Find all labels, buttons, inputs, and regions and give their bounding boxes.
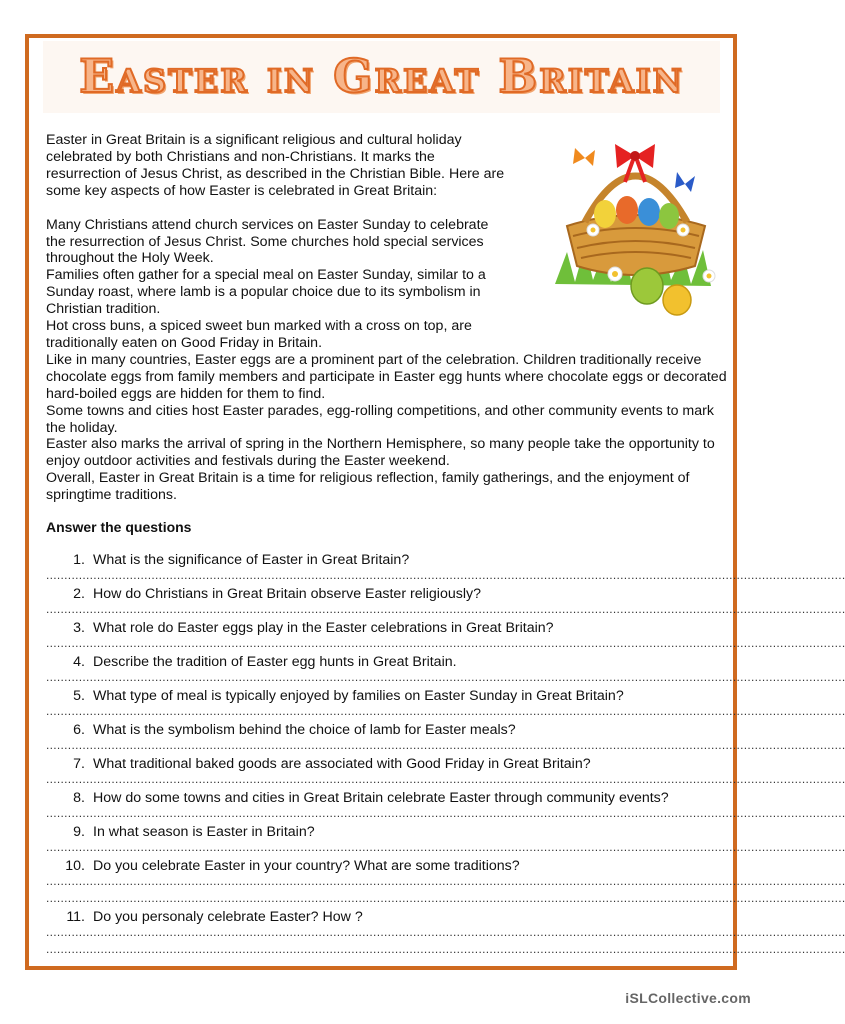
paragraph-church: Many Christians attend church services on Easter Sunday to celebrate the resurrection of Jesus Christ. Some churches hold special services throughout the Holy Week. <box>46 216 489 267</box>
paragraph-easter-eggs: Like in many countries, Easter eggs are a prominent part of the celebration. Children traditionally receive chocolate eggs from family members and participate in Easter egg hunts where chocolate eggs or decorated hard-boiled eggs are hidden for them to find. <box>46 351 727 402</box>
question-number: 4. <box>73 654 85 670</box>
question-item <box>46 756 845 790</box>
paragraph-meal: Families often gather for a special meal on Easter Sunday, similar to a Sunday roast, where lamb is a popular choice due to its symbolism in Christian tradition. <box>46 267 486 318</box>
question-number: 1. <box>73 552 85 568</box>
site-watermark: iSLCollective.com <box>625 990 751 1006</box>
question-number: 6. <box>73 722 85 738</box>
paragraph-overall: Overall, Easter in Great Britain is a time for religious reflection, family gatherings, and the enjoyment of springtime traditions. <box>46 470 690 504</box>
answer-line[interactable]: ............................................................................................................................................................................................................................ <box>46 874 845 888</box>
question-item <box>46 654 845 688</box>
question-number: 8. <box>73 790 85 806</box>
answer-line[interactable]: ............................................................................................................................................................................................................................ <box>46 636 845 650</box>
question-text: How do some towns and cities in Great Britain celebrate Easter through community events? <box>93 790 669 806</box>
answer-line[interactable]: ............................................................................................................................................................................................................................ <box>46 942 845 956</box>
question-item <box>46 858 845 909</box>
question-text: What is the significance of Easter in Great Britain? <box>93 552 410 568</box>
answer-line[interactable]: ............................................................................................................................................................................................................................ <box>46 670 845 684</box>
question-text: Describe the tradition of Easter egg hunts in Great Britain. <box>93 654 457 670</box>
question-text: What type of meal is typically enjoyed by families on Easter Sunday in Great Britain? <box>93 688 624 704</box>
question-text: Do you celebrate Easter in your country? What are some traditions? <box>93 858 520 874</box>
question-number: 3. <box>73 620 85 636</box>
question-item <box>46 722 845 756</box>
question-number: 11. <box>66 909 85 925</box>
page-title: Easter in Great Britain <box>79 49 684 103</box>
answer-line[interactable]: ............................................................................................................................................................................................................................ <box>46 891 845 905</box>
question-item <box>46 620 845 654</box>
question-text: What traditional baked goods are associated with Good Friday in Great Britain? <box>93 756 591 772</box>
answer-line[interactable]: ............................................................................................................................................................................................................................ <box>46 840 845 854</box>
reading-text <box>46 132 728 504</box>
question-item <box>46 790 845 824</box>
question-number: 5. <box>73 688 85 704</box>
answer-line[interactable]: ............................................................................................................................................................................................................................ <box>46 568 845 582</box>
question-item <box>46 552 845 586</box>
question-item <box>46 586 845 620</box>
question-text: In what season is Easter in Britain? <box>93 824 315 840</box>
answer-line[interactable]: ............................................................................................................................................................................................................................ <box>46 806 845 820</box>
question-number: 10. <box>65 858 85 874</box>
paragraph-hot-cross-buns: Hot cross buns, a spiced sweet bun marked with a cross on top, are traditionally eaten on Good Friday in Britain. <box>46 318 472 351</box>
answer-line[interactable]: ............................................................................................................................................................................................................................ <box>46 602 845 616</box>
question-item <box>46 909 845 960</box>
answer-line[interactable]: ............................................................................................................................................................................................................................ <box>46 772 845 786</box>
question-text: How do Christians in Great Britain observe Easter religiously? <box>93 586 481 602</box>
question-text: Do you personaly celebrate Easter? How ? <box>93 909 363 925</box>
questions-heading: Answer the questions <box>46 519 192 535</box>
question-item <box>46 688 845 722</box>
question-number: 2. <box>73 586 85 602</box>
question-list <box>46 552 845 960</box>
title-banner <box>43 41 720 113</box>
question-text: What role do Easter eggs play in the Easter celebrations in Great Britain? <box>93 620 554 636</box>
question-text: What is the symbolism behind the choice of lamb for Easter meals? <box>93 722 516 738</box>
paragraph-spring: Easter also marks the arrival of spring in the Northern Hemisphere, so many people take the opportunity to enjoy outdoor activities and festivals during the Easter weekend. <box>46 436 715 470</box>
paragraph-parades: Some towns and cities host Easter parades, egg-rolling competitions, and other community events to mark the holiday. <box>46 402 714 436</box>
answer-line[interactable]: ............................................................................................................................................................................................................................ <box>46 738 845 752</box>
question-number: 7. <box>73 756 85 772</box>
question-item <box>46 824 845 858</box>
question-number: 9. <box>73 824 85 840</box>
intro-paragraph: Easter in Great Britain is a significant religious and cultural holiday celebrated by both Christians and non-Christians. It marks the resurrection of Jesus Christ, as described in the Christian Bible. Here are some key aspects of how Easter is celebrated in Great Britain: <box>46 132 505 199</box>
answer-line[interactable]: ............................................................................................................................................................................................................................ <box>46 925 845 939</box>
answer-line[interactable]: ............................................................................................................................................................................................................................ <box>46 704 845 718</box>
